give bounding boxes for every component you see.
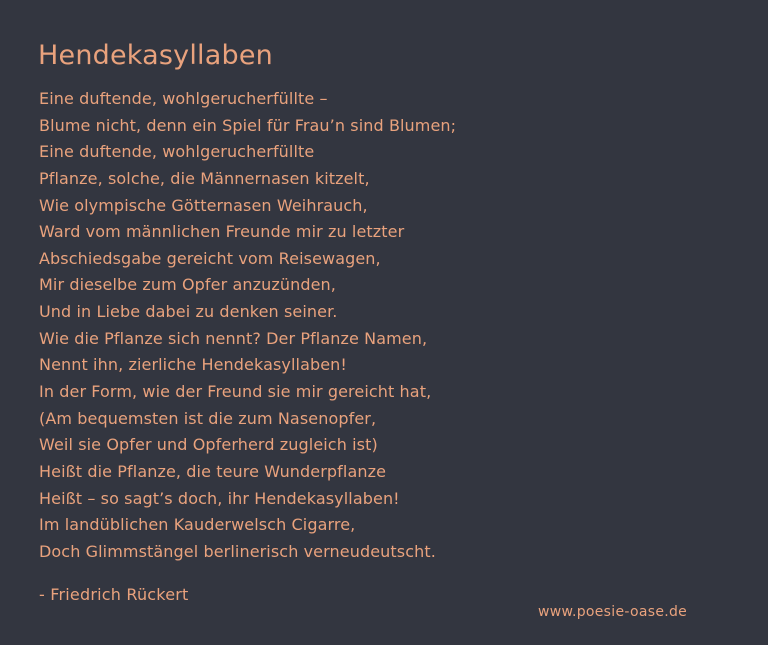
poem-line: Heißt – so sagt’s doch, ihr Hendekasyllaben!: [39, 488, 400, 508]
poem-line: Abschiedsgabe gereicht vom Reisewagen,: [39, 248, 381, 268]
poem-body: [39, 86, 456, 566]
poem-line: Wie die Pflanze sich nennt? Der Pflanze Namen,: [39, 328, 428, 348]
poem-line: Pflanze, solche, die Männernasen kitzelt,: [39, 168, 370, 188]
poem-line: Blume nicht, denn ein Spiel für Frau’n sind Blumen;: [39, 115, 457, 135]
poem-line: Ward vom männlichen Freunde mir zu letzter: [39, 222, 405, 242]
poem-line: Und in Liebe dabei zu denken seiner.: [39, 302, 338, 322]
poem-line: In der Form, wie der Freund sie mir gereicht hat,: [39, 382, 432, 402]
poem-title: Hendekasyllaben: [38, 40, 273, 71]
poem-line: Heißt die Pflanze, die teure Wunderpflanze: [39, 461, 387, 481]
poem-author: - Friedrich Rückert: [39, 585, 189, 604]
poem-line: Doch Glimmstängel berlinerisch verneudeutscht.: [39, 541, 436, 561]
poem-line: Eine duftende, wohlgerucherfüllte –: [39, 89, 328, 108]
website-watermark: www.poesie-oase.de: [538, 604, 688, 620]
poem-line: Eine duftende, wohlgerucherfüllte: [39, 142, 315, 162]
poem-line: Mir dieselbe zum Opfer anzuzünden,: [39, 275, 336, 295]
poem-line: Weil sie Opfer und Opferherd zugleich ist): [39, 435, 378, 455]
poem-line: Wie olympische Götternasen Weihrauch,: [39, 195, 368, 215]
poem-line: Im landüblichen Kauderwelsch Cigarre,: [39, 515, 356, 535]
poem-line: Nennt ihn, zierliche Hendekasyllaben!: [39, 355, 347, 375]
poem-line: (Am bequemsten ist die zum Nasenopfer,: [39, 408, 377, 428]
